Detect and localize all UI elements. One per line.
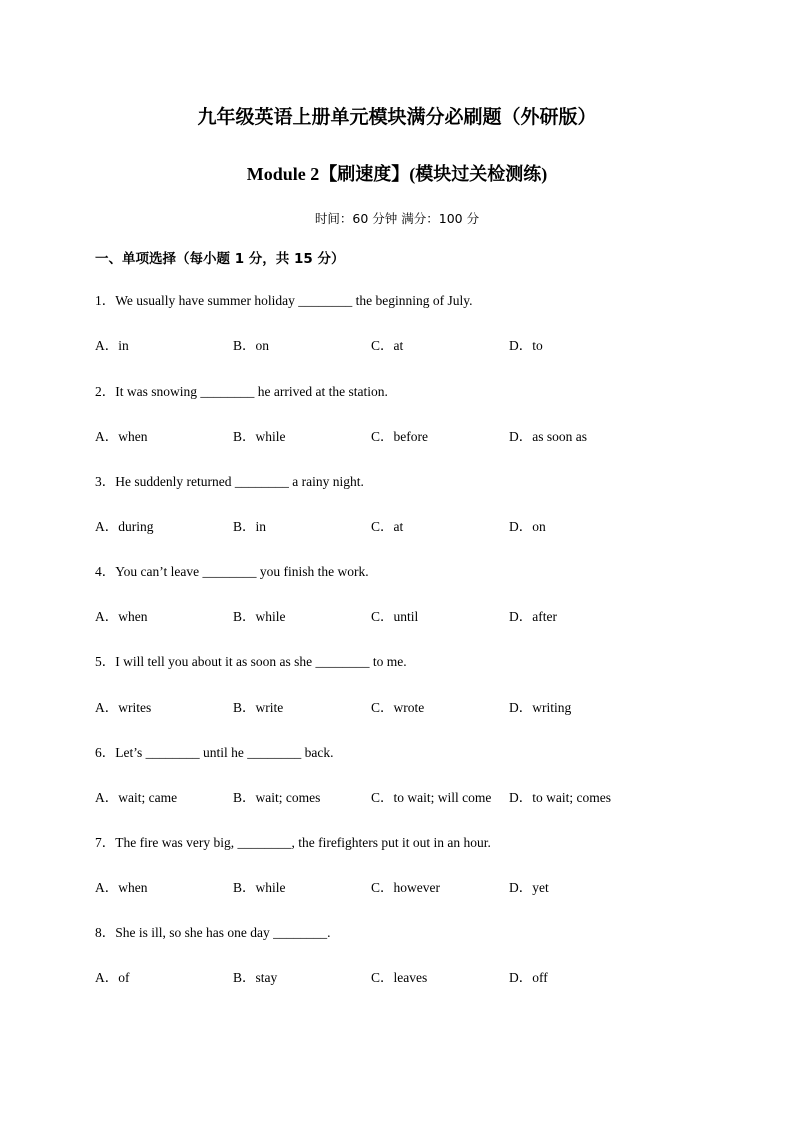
option-a: A．wait; came (95, 790, 178, 805)
document-subtitle: Module 2【刷速度】(模块过关检测练) (246, 164, 548, 184)
option-d: D．after (509, 609, 557, 624)
time-info: 时间：60 分钟 满分：100 分 (314, 211, 480, 226)
option-b: B．while (233, 880, 286, 895)
option-c: C．however (371, 880, 440, 895)
option-a: A．when (95, 609, 148, 624)
option-c: C．at (371, 338, 404, 353)
option-c: C．to wait; will come (371, 790, 492, 805)
option-c: C．before (371, 429, 428, 444)
option-a: A．in (95, 338, 129, 353)
option-c: C．leaves (371, 970, 428, 985)
question-text: 6．Let’s ________ until he ________ back. (95, 745, 334, 760)
question-text: 1．We usually have summer holiday ________ the beginning of July. (95, 293, 473, 308)
option-d: D．to (509, 338, 543, 353)
question-text: 8．She is ill, so she has one day ________. (95, 925, 331, 940)
question-text: 7．The fire was very big, ________, the firefighters put it out in an hour. (95, 835, 491, 850)
question-text: 2．It was snowing ________ he arrived at the station. (95, 384, 388, 399)
option-a: A．when (95, 880, 148, 895)
option-d: D．to wait; comes (509, 790, 611, 805)
option-b: B．stay (233, 970, 278, 985)
option-b: B．while (233, 609, 286, 624)
option-d: D．off (509, 970, 548, 985)
question-text: 3．He suddenly returned ________ a rainy night. (95, 474, 364, 489)
option-c: C．until (371, 609, 419, 624)
option-b: B．in (233, 519, 267, 534)
option-d: D．as soon as (509, 429, 587, 444)
option-a: A．when (95, 429, 148, 444)
option-d: D．yet (509, 880, 549, 895)
option-c: C．at (371, 519, 404, 534)
option-b: B．wait; comes (233, 790, 321, 805)
option-a: A．of (95, 970, 130, 985)
option-c: C．wrote (371, 700, 425, 715)
option-a: A．writes (95, 700, 152, 715)
option-d: D．writing (509, 700, 572, 715)
option-b: B．write (233, 700, 284, 715)
option-b: B．while (233, 429, 286, 444)
question-text: 5．I will tell you about it as soon as she ________ to me. (95, 654, 407, 669)
option-a: A．during (95, 519, 154, 534)
document-title: 九年级英语上册单元模块满分必刷题（外研版） (197, 106, 597, 128)
option-b: B．on (233, 338, 270, 353)
question-text: 4．You can’t leave ________ you finish the work. (95, 564, 369, 579)
section-heading: 一、单项选择（每小题 1 分，共 15 分） (95, 251, 345, 267)
option-d: D．on (509, 519, 546, 534)
